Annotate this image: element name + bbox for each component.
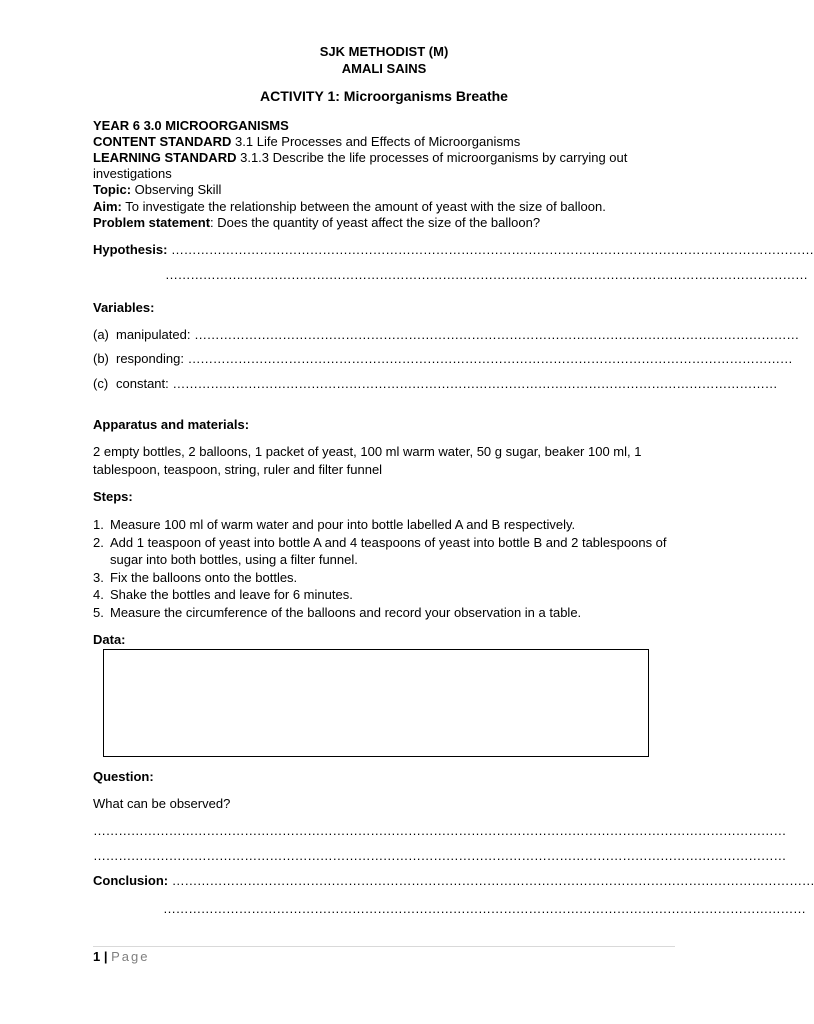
data-table-box[interactable] [103,649,649,757]
variable-marker: (b) [93,351,109,366]
step-number: 5. [93,604,104,620]
page-word: Page [111,949,150,964]
step-text: Shake the bottles and leave for 6 minutes. [110,587,353,602]
variable-manipulated [93,327,799,343]
problem-statement-label: Problem statement [93,215,211,230]
steps-list [93,516,683,621]
conclusion-answer-line[interactable]: ……………………………………………………………………………………………………………………………………… [171,873,814,888]
apparatus-heading: Apparatus and materials: [93,417,250,432]
step-text: Measure the circumference of the balloons and record your observation in a table. [110,604,582,620]
steps-heading: Steps: [93,489,133,504]
variable-answer-line[interactable]: ……………………………………………………………………………………………………………………………… [194,327,799,342]
hypothesis-line [93,242,814,258]
page-number: 1 [93,949,101,964]
variable-marker: (a) [93,327,109,342]
step-number: 2. [93,534,104,550]
step-number: 4. [93,587,104,602]
school-name: SJK METHODIST (M) [319,44,449,59]
variable-responding [93,351,793,367]
apparatus-line-1: 2 empty bottles, 2 balloons, 1 packet of yeast, 100 ml warm water, 50 g sugar, beaker 100 ml, 1 [93,444,642,459]
learning-standard-continued: investigations [93,166,172,181]
hypothesis-line-2 [165,267,808,283]
hypothesis-label: Hypothesis: [93,242,168,257]
subject-name: AMALI SAINS [341,61,427,76]
problem-statement-text: : Does the quantity of yeast affect the size of the balloon? [210,215,541,230]
topic-text: Observing Skill [131,182,222,197]
footer-separator: | [103,949,108,964]
step-text: Fix the balloons onto the bottles. [110,569,298,585]
question-heading: Question: [93,769,154,784]
variables-heading: Variables: [93,300,155,315]
list-item [93,604,683,622]
step-number: 3. [93,569,104,585]
step-text: Measure 100 ml of warm water and pour into bottle labelled A and B respectively. [110,517,576,532]
problem-statement [93,215,540,231]
variable-constant [93,376,778,392]
answer-line-1 [93,823,787,839]
variable-marker: (c) [93,376,109,391]
page-footer [93,949,150,965]
topic [93,182,221,198]
aim-label: Aim: [93,199,122,214]
hypothesis-answer-line[interactable]: ……………………………………………………………………………………………………………………………………… [171,242,814,257]
variable-answer-line[interactable]: ……………………………………………………………………………………………………………………………… [187,351,793,366]
learning-standard-label: LEARNING STANDARD [93,150,237,165]
question-text: What can be observed? [93,796,231,811]
list-item [93,586,683,604]
variable-label: manipulated: [116,327,191,342]
content-standard-text: 3.1 Life Processes and Effects of Microorganisms [231,134,521,149]
conclusion-answer-line-2[interactable]: ……………………………………………………………………………………………………………………………………… [163,901,806,916]
learning-standard [93,150,627,166]
question-answer-line[interactable]: ………………………………………………………………………………………………………………………………………………… [93,848,787,863]
step-number: 1. [93,517,104,532]
aim [93,199,606,215]
conclusion-line [93,873,814,889]
apparatus-line-2: tablespoon, teaspoon, string, ruler and filter funnel [93,462,383,477]
variable-label: constant: [116,376,169,391]
hypothesis-answer-line-2[interactable]: ……………………………………………………………………………………………………………………………………… [165,267,808,282]
learning-standard-text: 3.1.3 Describe the life processes of microorganisms by carrying out [236,150,628,165]
activity-title: ACTIVITY 1: Microorganisms Breathe [260,88,508,104]
content-standard-label: CONTENT STANDARD [93,134,232,149]
list-item [93,569,683,587]
list-item [93,534,683,569]
conclusion-label: Conclusion: [93,873,169,888]
variable-label: responding: [116,351,184,366]
conclusion-line-2 [163,901,806,917]
content-standard [93,134,520,150]
topic-label: Topic: [93,182,132,197]
question-answer-line[interactable]: ………………………………………………………………………………………………………………………………………………… [93,823,787,838]
list-item [93,516,683,534]
year-line: YEAR 6 3.0 MICROORGANISMS [93,118,289,133]
data-heading: Data: [93,632,126,647]
footer-divider [93,946,675,947]
step-text: Add 1 teaspoon of yeast into bottle A and 4 teaspoons of yeast into bottle B and 2 tablespoons of sugar into both bottles, using a filter funnel. [110,534,667,567]
answer-line-2 [93,848,787,864]
variable-answer-line[interactable]: ……………………………………………………………………………………………………………………………… [172,376,778,391]
aim-text: To investigate the relationship between the amount of yeast with the size of balloon. [121,199,606,214]
